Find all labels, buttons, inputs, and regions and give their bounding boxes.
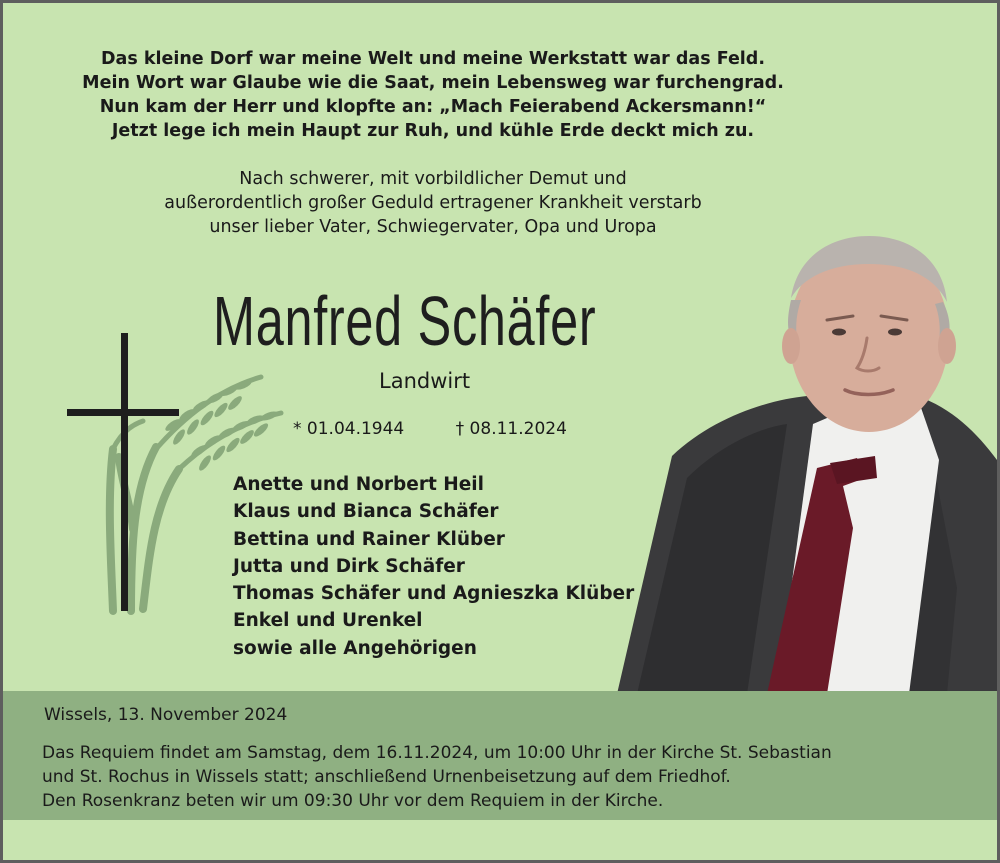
life-dates: [293, 419, 567, 439]
intro-line: Nach schwerer, mit vorbildlicher Demut und: [239, 169, 627, 189]
service-line: und St. Rochus in Wissels statt; anschließend Urnenbeisetzung auf dem Friedhof.: [42, 767, 731, 787]
obituary-card: [3, 3, 997, 860]
place-date: Wissels, 13. November 2024: [44, 705, 288, 725]
service-line: Den Rosenkranz beten wir um 09:30 Uhr vor dem Requiem in der Kirche.: [42, 791, 664, 811]
mourners-list: [233, 471, 634, 662]
mourner: Thomas Schäfer und Agnieszka Klüber: [233, 583, 635, 605]
service-line: Das Requiem findet am Samstag, dem 16.11.2024, um 10:00 Uhr in der Kirche St. Sebastian: [42, 743, 832, 763]
service-info: [42, 741, 832, 813]
footer-band: [3, 691, 997, 820]
occupation: Landwirt: [379, 369, 471, 393]
portrait-photo: [617, 228, 997, 694]
birth-date: * 01.04.1944: [293, 419, 405, 439]
poem-line: Nun kam der Herr und klopfte an: „Mach Feierabend Ackersmann!“: [99, 97, 767, 117]
poem-line: Jetzt lege ich mein Haupt zur Ruh, und kühle Erde deckt mich zu.: [111, 121, 755, 141]
mourner: Jutta und Dirk Schäfer: [233, 555, 465, 577]
deceased-name: Manfred Schäfer: [213, 282, 597, 360]
poem-line: Das kleine Dorf war meine Welt und meine Werkstatt war das Feld.: [100, 49, 765, 69]
poem-line: Mein Wort war Glaube wie die Saat, mein Lebensweg war furchengrad.: [82, 73, 784, 93]
mourner: Bettina und Rainer Klüber: [233, 528, 505, 550]
mourner: sowie alle Angehörigen: [233, 637, 477, 659]
mourner: Anette und Norbert Heil: [233, 474, 484, 495]
death-date: † 08.11.2024: [455, 419, 567, 439]
mourner: Enkel und Urenkel: [233, 610, 423, 632]
poem: [3, 47, 863, 143]
intro-line: außerordentlich großer Geduld ertragener Krankheit verstarb: [164, 193, 702, 213]
mourner: Klaus und Bianca Schäfer: [233, 501, 499, 523]
intro-line: unser lieber Vater, Schwiegervater, Opa und Uropa: [209, 217, 657, 237]
